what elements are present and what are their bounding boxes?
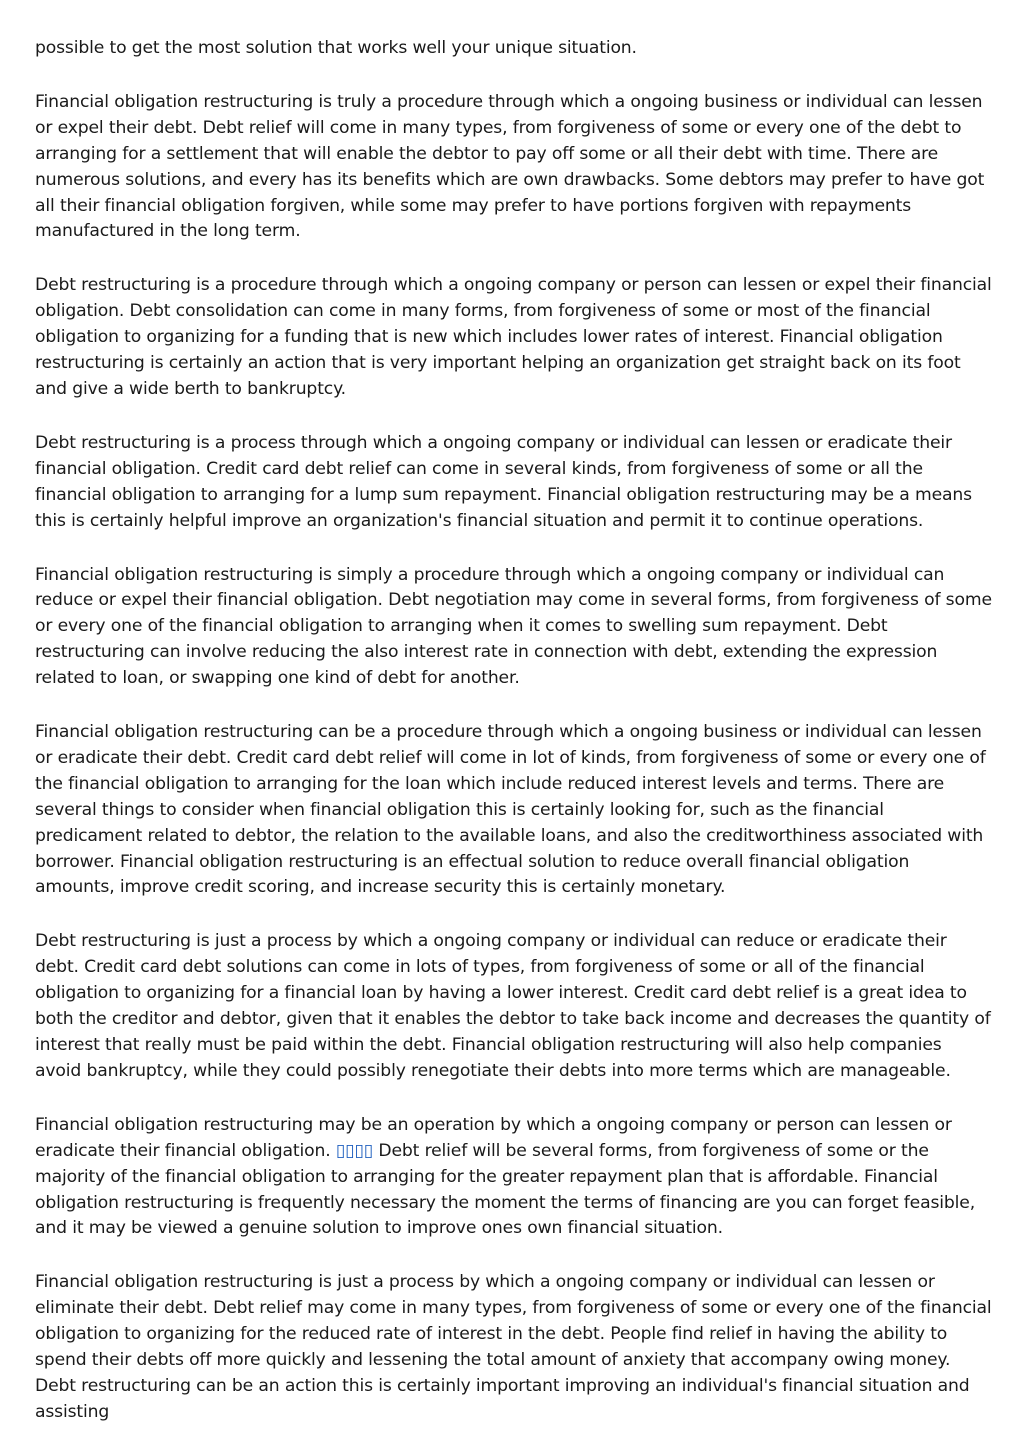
paragraph-3: Debt restructuring is a procedure through which a ongoing company or person can lessen or expel their financial obligation. Debt consolidation can come in many forms, from forgiveness of some or most of the financial obligation to organizing for a funding that is new which includes lower rates of interest. Financial obligation restructuring is certainly an action that is very important helping an organization get straight back on its foot and give a wide berth to bankruptcy. [35,275,992,399]
paragraph-8-text-before: Financial obligation restructuring may be an operation by which a ongoing company or person can lessen or eradicate their financial obligation. [35,1114,952,1161]
paragraph-2: Financial obligation restructuring is truly a procedure through which a ongoing business or individual can lessen or expel their debt. Debt relief will come in many types, from forgiveness of some or every one of the debt to arranging for a settlement that will enable the debtor to pay off some or all their debt with time. There are numerous solutions, and every has its benefits which are own drawbacks. Some debtors may prefer to have got all their financial obligation forgiven, while some may prefer to have portions forgiven with repayments manufactured in the long term. [35,91,985,242]
inline-link[interactable]: ▯▯▯▯ [335,1140,374,1161]
document-body [35,36,993,1454]
paragraph-9: Financial obligation restructuring is just a process by which a ongoing company or individual can lessen or eliminate their debt. Debt relief may come in many types, from forgiveness of some or every one of the financial obligation to organizing for the reduced rate of interest in the debt. People find relief in having the ability to spend their debts off more quickly and lessening the total amount of anxiety that accompany owing money. Debt restructuring can be an action this is certainly important improving an individual's financial situation and assisting [35,1272,992,1422]
paragraph-8 [35,1113,993,1243]
paragraph-6: Financial obligation restructuring can be a procedure through which a ongoing business or individual can lessen or eradicate their debt. Credit card debt relief will come in lot of kinds, from forgiveness of some or every one of the financial obligation to arranging for the loan which include reduced interest levels and terms. There are several things to consider when financial obligation this is certainly looking for, such as the financial predicament related to debtor, the relation to the available loans, and also the creditworthiness associated with borrower. Financial obligation restructuring is an effectual solution to reduce overall financial obligation amounts, improve credit scoring, and increase security this is certainly monetary. [35,722,986,898]
paragraph-4: Debt restructuring is a process through which a ongoing company or individual can lessen or eradicate their financial obligation. Credit card debt relief can come in several kinds, from forgiveness of some or all the financial obligation to arranging for a lump sum repayment. Financial obligation restructuring may be a means this is certainly helpful improve an organization's financial situation and permit it to continue operations. [35,432,972,531]
paragraph-8-text-after: Debt relief will be several forms, from forgiveness of some or the majority of the financial obligation to arranging for the greater repayment plan that is affordable. Financial obligation restructuring is frequently necessary the moment the terms of financing are you can forget feasible, and it may be viewed a genuine solution to improve ones own financial situation. [35,1140,976,1239]
paragraph-7: Debt restructuring is just a process by which a ongoing company or individual can reduce or eradicate their debt. Credit card debt solutions can come in lots of types, from forgiveness of some or all of the financial obligation to organizing for a financial loan by having a lower interest. Credit card debt relief is a great idea to both the creditor and debtor, given that it enables the debtor to take back income and decreases the quantity of interest that really must be paid within the debt. Financial obligation restructuring will also help companies avoid bankruptcy, while they could possibly renegotiate their debts into more terms which are manageable. [35,931,991,1081]
paragraph-5: Financial obligation restructuring is simply a procedure through which a ongoing company or individual can reduce or expel their financial obligation. Debt negotiation may come in several forms, from forgiveness of some or every one of the financial obligation to arranging when it comes to swelling sum repayment. Debt restructuring can involve reducing the also interest rate in connection with debt, extending the expression related to loan, or swapping one kind of debt for another. [35,564,992,689]
paragraph-1: possible to get the most solution that works well your unique situation. [35,38,637,58]
